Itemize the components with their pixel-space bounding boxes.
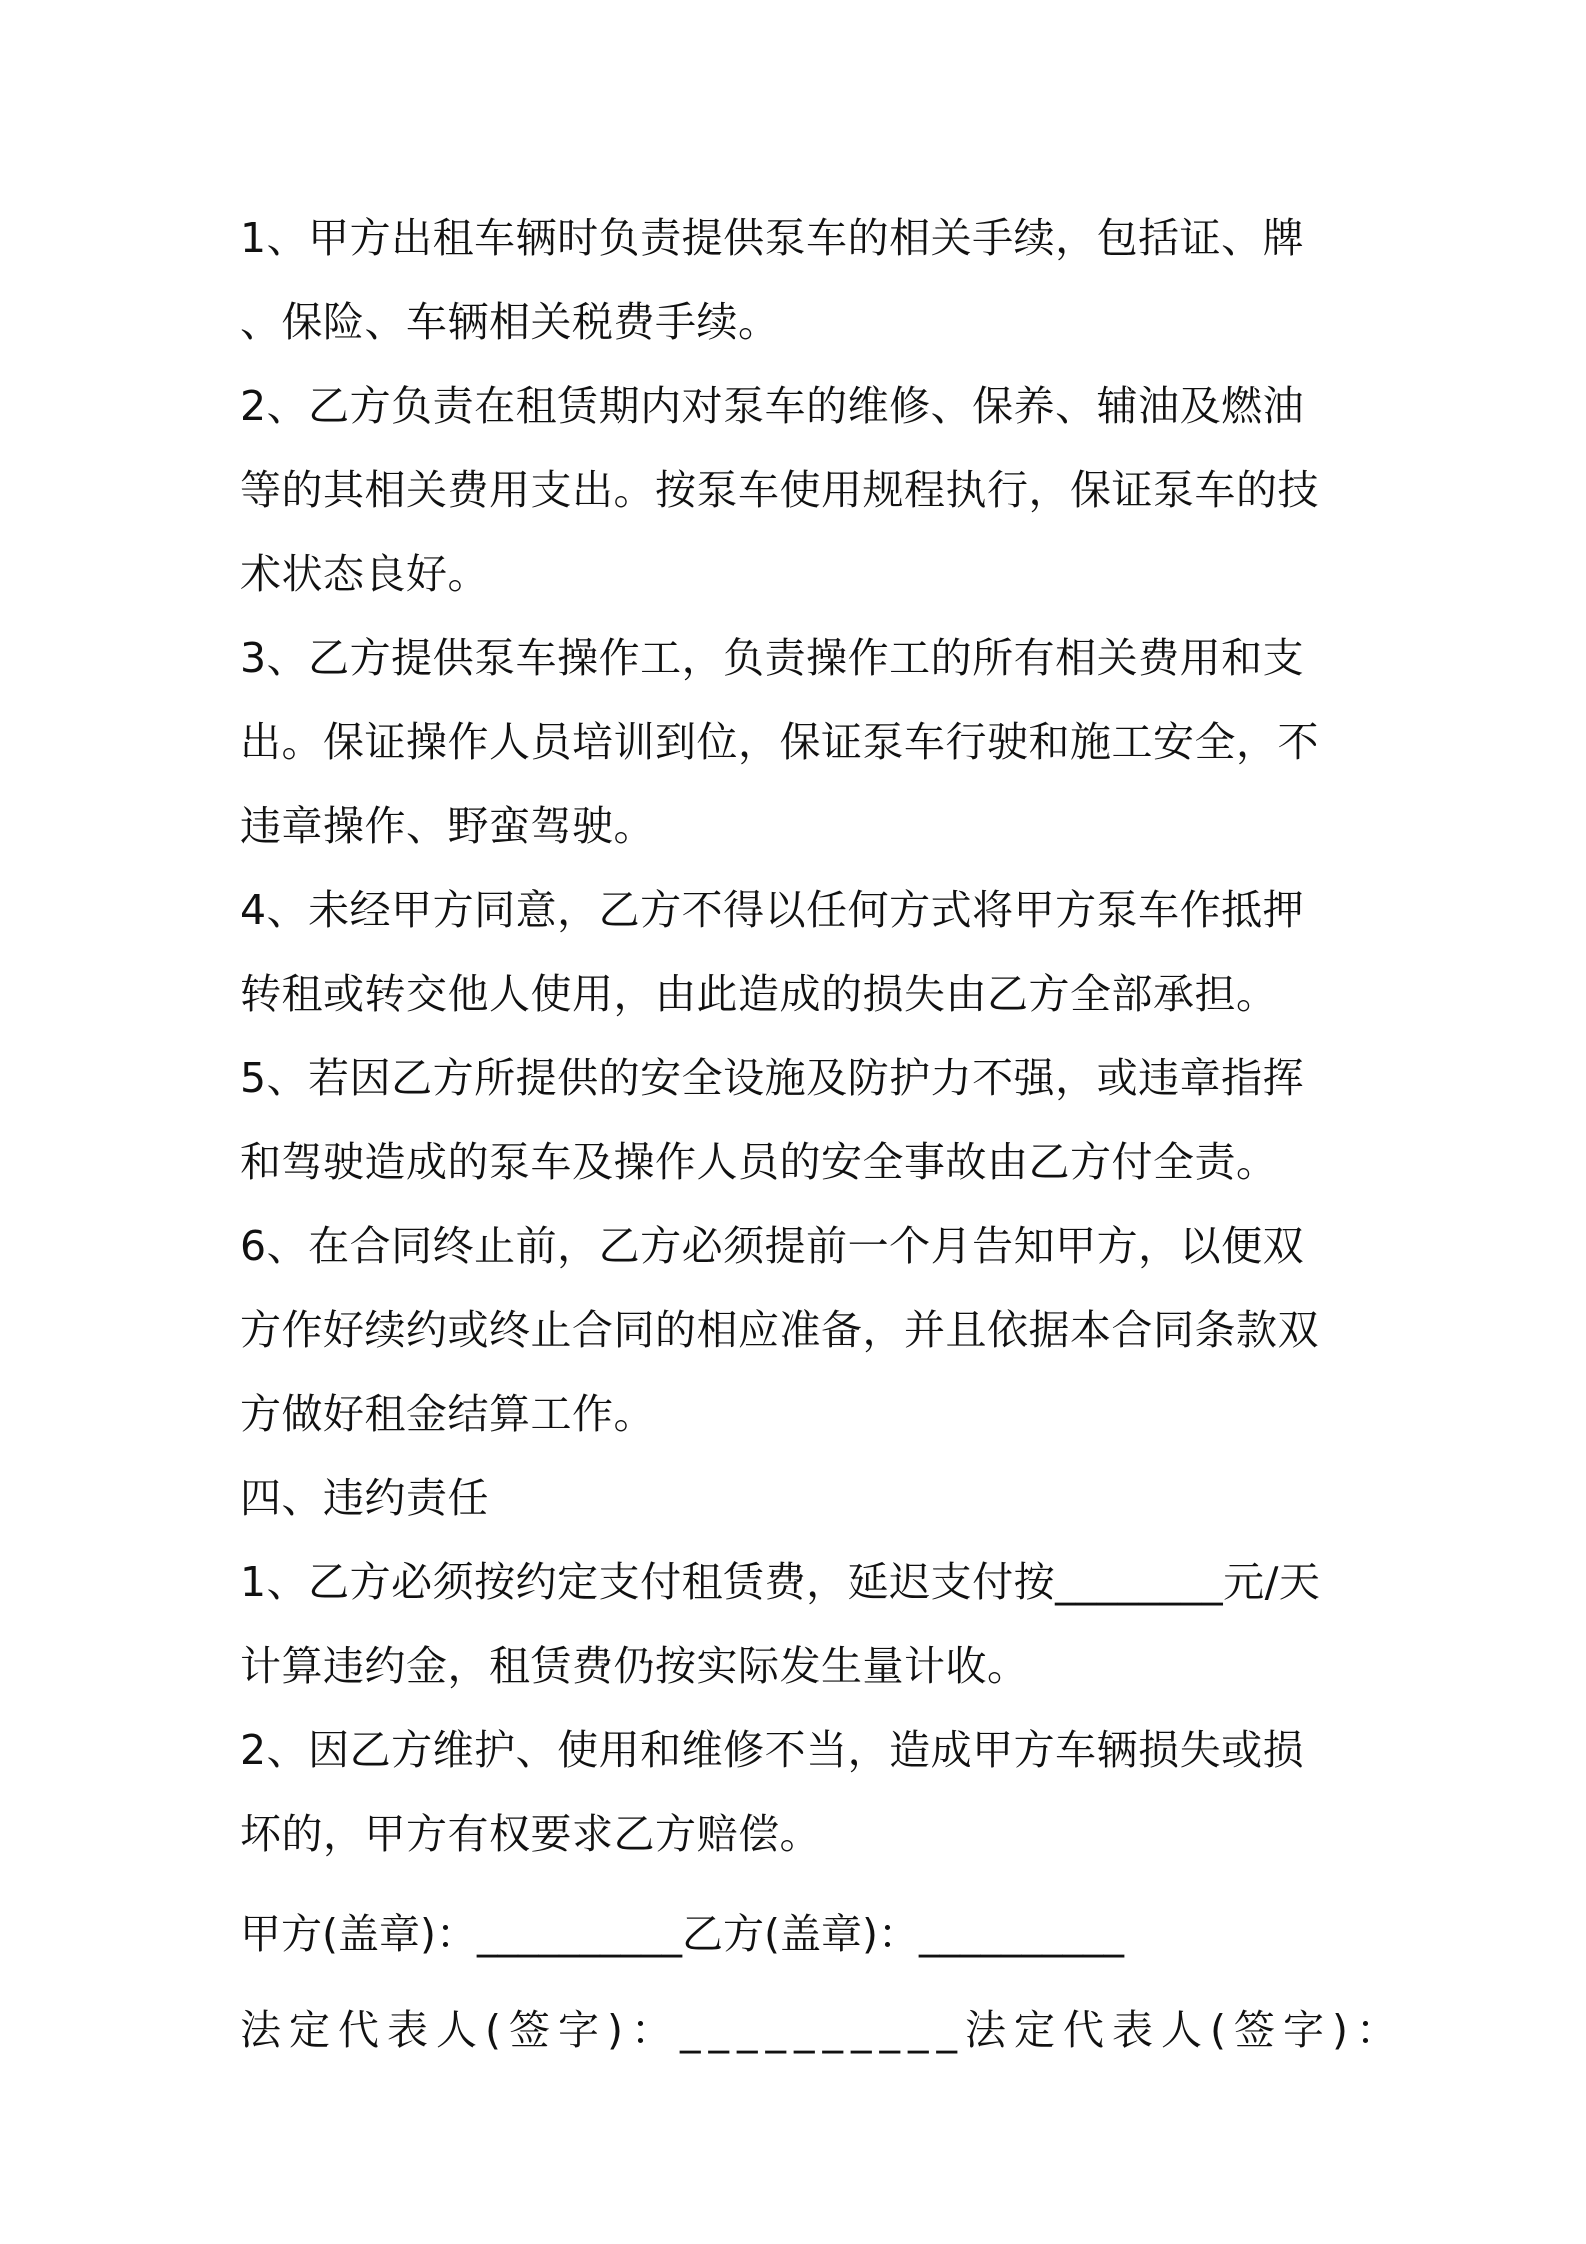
text-line: 计算违约金，租赁费仍按实际发生量计收。 (240, 1642, 1029, 1690)
text-line: 1、乙方必须按约定支付租赁费，延迟支付按________元/天 (240, 1558, 1321, 1606)
text-line: 、保险、车辆相关税费手续。 (240, 298, 780, 346)
text-line: 3、乙方提供泵车操作工，负责操作工的所有相关费用和支 (240, 634, 1305, 682)
text-line: 2、乙方负责在租赁期内对泵车的维修、保养、辅油及燃油 (240, 382, 1305, 430)
text-line: 出。保证操作人员培训到位，保证泵车行驶和施工安全，不 (240, 718, 1319, 766)
section-heading: 四、违约责任 (240, 1474, 489, 1522)
text-line: 4、未经甲方同意，乙方不得以任何方式将甲方泵车作抵押 (240, 886, 1305, 934)
party-seal-line: 甲方(盖章)：__________乙方(盖章)：__________ (240, 1910, 1124, 1958)
text-line: 转租或转交他人使用，由此造成的损失由乙方全部承担。 (240, 970, 1278, 1018)
text-line: 5、若因乙方所提供的安全设施及防护力不强，或违章指挥 (240, 1054, 1305, 1102)
text-line: 违章操作、野蛮驾驶。 (240, 802, 655, 850)
text-line: 等的其相关费用支出。按泵车使用规程执行，保证泵车的技 (240, 466, 1319, 514)
text-line: 2、因乙方维护、使用和维修不当，造成甲方车辆损失或损 (240, 1726, 1305, 1774)
text-line: 方作好续约或终止合同的相应准备，并且依据本合同条款双 (240, 1306, 1319, 1354)
text-line: 术状态良好。 (240, 550, 489, 598)
spacer (240, 1876, 1360, 1886)
document-body (240, 196, 1405, 2078)
text-line: 6、在合同终止前，乙方必须提前一个月告知甲方，以便双 (240, 1222, 1305, 1270)
text-line: 坏的，甲方有权要求乙方赔偿。 (240, 1810, 821, 1858)
text-line: 和驾驶造成的泵车及操作人员的安全事故由乙方付全责。 (240, 1138, 1278, 1186)
legal-rep-signature-line: 法定代表人(签字)：__________法定代表人(签字)： (240, 2006, 1405, 2054)
text-line: 1、甲方出租车辆时负责提供泵车的相关手续，包括证、牌 (240, 214, 1305, 262)
text-line: 方做好租金结算工作。 (240, 1390, 655, 1438)
